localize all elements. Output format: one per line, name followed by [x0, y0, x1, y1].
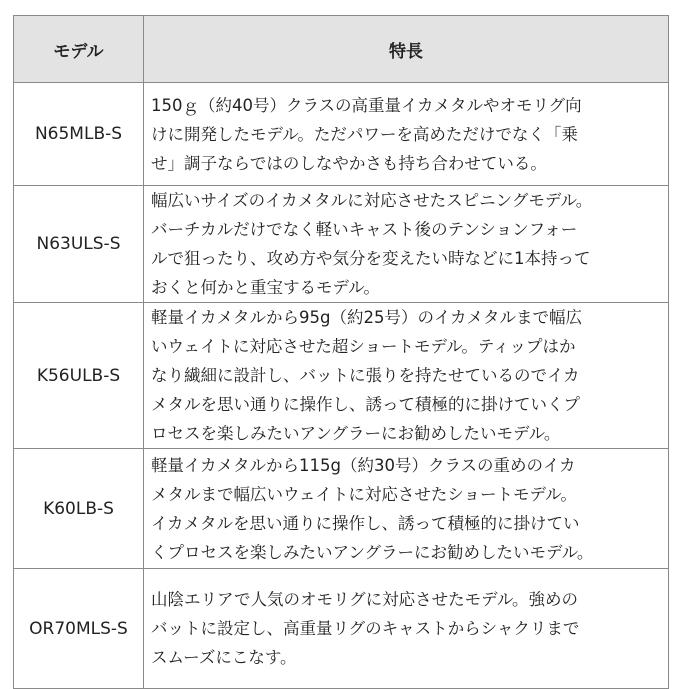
feature-description [144, 186, 669, 303]
feature-description [144, 569, 669, 689]
model-name: OR70MLS-S [14, 569, 144, 689]
table-row [14, 303, 669, 449]
description-line: バットに設定し、高重量リグのキャストからシャクリまで [151, 619, 580, 638]
feature-description [144, 83, 669, 186]
description-line: スムーズにこなす。 [151, 648, 297, 667]
description-line: 山陰エリアで人気のオモリグに対応させたモデル。強めの [151, 590, 579, 609]
description-line: イカメタルを思い通りに操作し、誘って積極的に掛けてい [151, 513, 580, 533]
header-feature: 特長 [144, 16, 669, 83]
description-line: 幅広いサイズのイカメタルに対応させたスピニングモデル。 [151, 191, 593, 210]
description-line: ルで狙ったり、攻め方や気分を変えたい時などに1本持って [151, 249, 591, 268]
description-line: おくと何かと重宝するモデル。 [151, 278, 380, 297]
model-name: N65MLB-S [14, 83, 144, 186]
description-line: なり繊細に設計し、バットに張りを持たせているのでイカ [151, 366, 580, 385]
description-line: いウェイトに対応させた超ショートモデル。ティップはか [151, 337, 576, 356]
feature-description [144, 449, 669, 569]
table-row [14, 186, 669, 303]
table-row [14, 569, 669, 689]
header-row [14, 16, 669, 83]
description-line: 軽量イカメタルから115g（約30号）クラスの重めのイカ [151, 455, 576, 475]
header-model: モデル [14, 16, 144, 83]
description-line: 軽量イカメタルから95g（約25号）のイカメタルまで幅広 [151, 308, 582, 327]
model-name: N63ULS-S [14, 186, 144, 303]
description-line: せ」調子ならではのしなやかさも持ち合わせている。 [151, 153, 547, 173]
feature-description [144, 303, 669, 449]
model-name: K60LB-S [14, 449, 144, 569]
table-row [14, 449, 669, 569]
description-line: ロセスを楽しみたいアングラーにお勧めしたいモデル。 [151, 424, 561, 443]
model-name: K56ULB-S [14, 303, 144, 449]
description-line: メタルまで幅広いウェイトに対応させたショートモデル。 [151, 484, 577, 504]
description-line: バーチカルだけでなく軽いキャスト後のテンションフォー [151, 220, 578, 239]
model-feature-table [13, 15, 669, 689]
table-row [14, 83, 669, 186]
description-line: けに開発したモデル。ただパワーを高めただけでなく「乗 [151, 124, 578, 144]
description-line: メタルを思い通りに操作し、誘って積極的に掛けていくプ [151, 395, 580, 414]
description-line: くプロセスを楽しみたいアングラーにお勧めしたいモデル。 [151, 542, 594, 562]
description-line: 150ｇ（約40号）クラスの高重量イカメタルやオモリグ向 [151, 95, 582, 115]
